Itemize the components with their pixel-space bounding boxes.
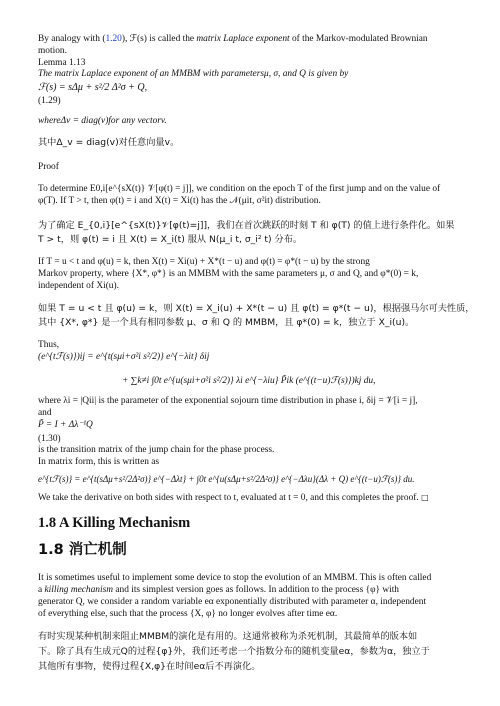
text-span: and its simplest version goes as follows. In addition to the process {φ} with [113, 585, 399, 595]
text-line: In matrix form, this is written as [38, 457, 160, 467]
text-line: Markov property, where {X*, φ*} is an MMBM with the same parameters μ, σ and Q, and φ*(0) = k, [38, 269, 419, 279]
chinese-text-line: 其他所有事物，使得过程{X,φ}在时间eα后不再演化。 [38, 661, 261, 672]
text-line [38, 585, 399, 596]
text-line: motion. [38, 46, 67, 56]
equation: P̃ = I + Δλ⁻¹Q [38, 420, 93, 430]
text-span: a [38, 585, 45, 595]
text-line: of everything else, such that the process {X, φ} no longer evolves after time eα. [38, 609, 338, 619]
equation: (e^{tℱ(s)})ij = e^{t(sμi+σ²i s²/2)} e^{−λit} δij [38, 352, 210, 362]
text-line: If T = u < t and φ(u) = k, then X(t) = Xi(u) + X*(t − u) and φ(t) = φ*(t − u) by the strong [38, 257, 370, 267]
chinese-text-line: 如果 T = u < t 且 φ(u) = k，则 X(t) = X_i(u) + X*(t − u) 且 φ(t) = φ*(t − u)，根据强马尔可夫性质， [38, 303, 475, 314]
equation: e^{tℱ(s)} = e^{t(sΔμ+s²/2Δ²σ)} e^{−Δλt} + ∫0t e^{u(sΔμ+s²/2Δ²σ)} e^{−Δλu}(Δλ + Q) e^{(t−u)ℱ(s)} du. [38, 474, 415, 484]
text-line: It is sometimes useful to implement some device to stop the evolution of an MMBM. This is often called [38, 573, 432, 583]
text-line: is the transition matrix of the jump chain for the phase process. [38, 445, 275, 455]
text-span: ), ℱ(s) is called the [121, 34, 197, 44]
chinese-text-line: 下。除了具有生成元Q的过程{φ}外，我们还考虑一个指数分布的随机变量eα，参数为α，独立于 [38, 646, 430, 657]
equation: ℱ(s) = sΔμ + s²/2 Δ²σ + Q, [38, 82, 148, 93]
text-line: where λi = |Qii| is the parameter of the exponential sojourn time distribution in phase i, δij = 𝒱[i = j], [38, 396, 418, 406]
chinese-text-line: 为了确定 E_{0,i}[e^{sX(t)}𝒱[φ(t)=j]]，我们在首次跳跃的时刻 T 和 φ(T) 的值上进行条件化。如果 [38, 220, 455, 231]
text-line: and [38, 408, 52, 418]
chinese-text-line: 其中Δ_v = diag(v)对任意向量v。 [38, 137, 180, 148]
emphasis-text: matrix Laplace exponent [196, 34, 290, 44]
text-span: of the Markov-modulated Brownian [289, 34, 428, 44]
chinese-text-line: T > t，则 φ(t) = i 且 X(t) = X_i(t) 服从 N(μ_i t, σ_i² t) 分布。 [38, 234, 303, 245]
lemma-statement: The matrix Laplace exponent of an MMBM with parametersμ, σ, and Q is given by [38, 69, 349, 79]
text-line: generator Q, we consider a random variable eα exponentially distributed with parameter α, independent [38, 597, 427, 607]
text-line: Thus, [38, 340, 60, 350]
text-line: To determine E0,i[e^{sX(t)} 𝒱[φ(t) = j]], we condition on the epoch T of the first jump and on the value of [38, 184, 441, 194]
lemma-label: Lemma 1.13 [38, 58, 86, 68]
text-span: By analogy with ( [38, 34, 106, 44]
equation-ref-link[interactable]: 1.20 [105, 34, 122, 44]
chinese-text-line: 有时实现某种机制来阻止MMBM的演化是有用的。这通常被称为杀死机制，其最简单的版本如 [38, 631, 418, 642]
text-line [38, 34, 428, 45]
text-line: φ(T). If T > t, then φ(t) = i and X(t) = Xi(t) has the 𝒩(μit, σ²it) distribution. [38, 196, 321, 206]
text-span: We take the derivative on both sides with respect to t, evaluated at t = 0, and this completes the proof. [38, 493, 419, 503]
equation-number: (1.30) [38, 434, 61, 444]
chinese-text-line: 其中 {X*, φ*} 是一个具有相同参数 μ、σ 和 Q 的 MMBM，且 φ*(0) = k，独立于 X_i(u)。 [38, 317, 415, 328]
proof-label: Proof [38, 162, 59, 172]
equation-continued: + ∑k≠i ∫0t e^{u(sμi+σ²i s²/2)} λi e^{−λiu} P̃ik (e^{(t−u)ℱ(s)})kj du, [122, 376, 376, 386]
emphasis-text: killing mechanism [44, 585, 113, 595]
text-line: whereΔv = diag(v)for any vectorv. [38, 116, 167, 126]
qed-icon: □ [421, 493, 429, 502]
section-heading-chinese: 1.8 消亡机制 [38, 542, 127, 558]
equation-number: (1.29) [38, 96, 61, 106]
text-line [38, 492, 429, 504]
section-heading: 1.8 A Killing Mechanism [38, 515, 191, 531]
text-line: independent of Xi(u). [38, 281, 119, 291]
